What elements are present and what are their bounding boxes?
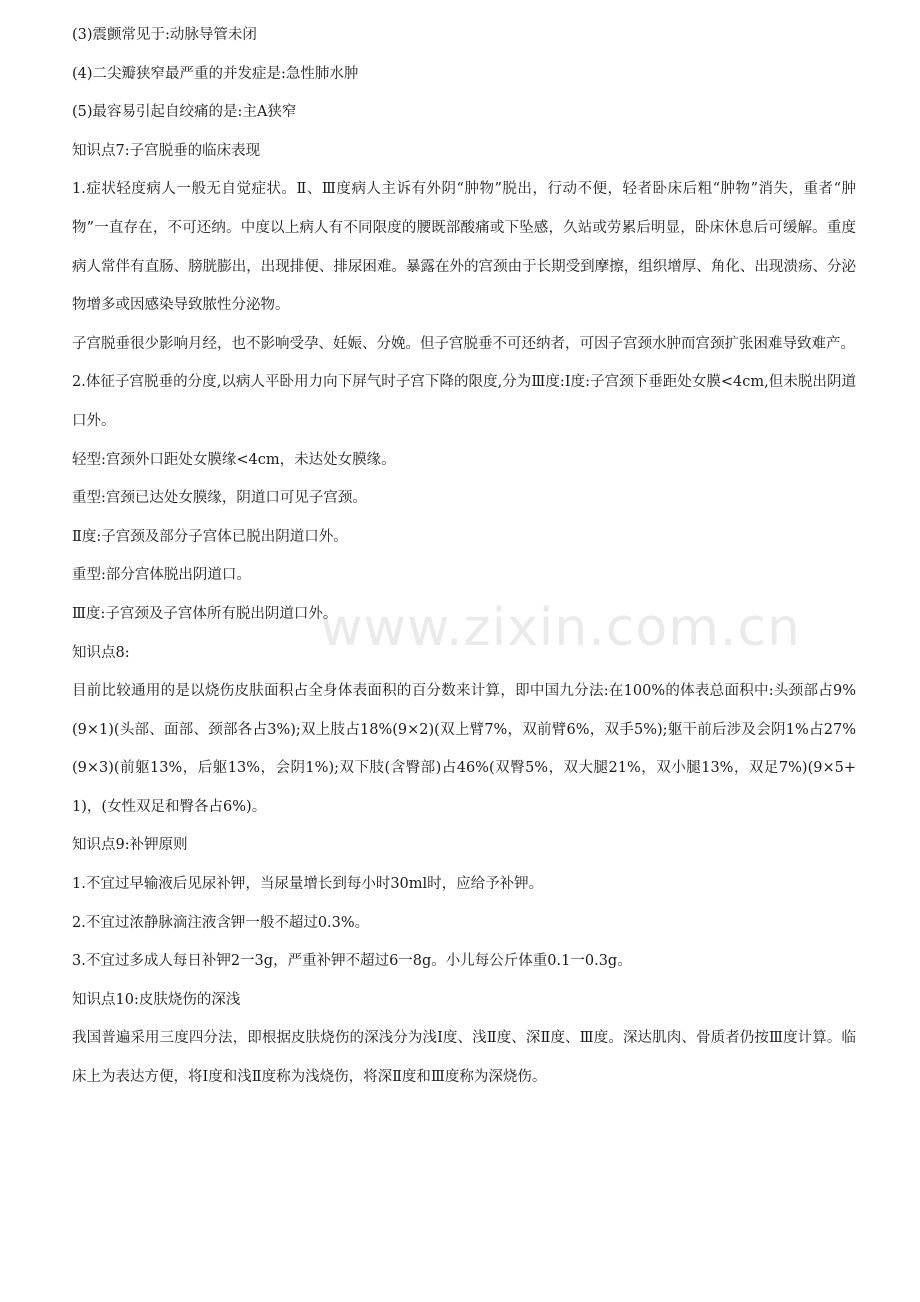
section-heading-10: 知识点10:皮肤烧伤的深浅 (72, 991, 241, 1008)
paragraph-tremor: (3)震颤常见于:动脉导管未闭 (72, 27, 257, 43)
paragraph-potassium-3: 3.不宜过多成人每日补钾2一3g，严重补钾不超过6一8g。小儿每公斤体重0.1一0.3g。 (72, 953, 632, 970)
watermark-text: www.zixin.com.cn (320, 598, 801, 658)
paragraph-nine-rule: 目前比较通用的是以烧伤皮肤面积占全身体表面积的百分数来计算，即中国九分法:在100%的体表总面积中:头颈部占9%(9×1)(头部、面部、颈部各占3%);双上肢占18%(9×2)(双上臂7%，双前臂6%，双手5%);躯干前后涉及会阴1%占27%(9×3)(前躯13%，后躯13%，会阴1%);双下肢(含臀部)占46%(双臀5%，双大腿21%，双小腿13%，双足7%)(9×5+1)，(女性双足和臀各占6%)。 (72, 683, 856, 815)
section-heading-8: 知识点8: (72, 644, 130, 661)
paragraph-symptoms: 1.症状轻度病人一般无自觉症状。Ⅱ、Ⅲ度病人主诉有外阴“肿物”脱出，行动不便，轻者卧床后粗“肿物”消失，重者“肿物”一直存在，不可还纳。中度以上病人有不同限度的腰既部酸痛或下坠感，久站或劳累后明显，卧床休息后可缓解。重度病人常伴有直肠、膀胱膨出，出现排便、排尿困难。暴露在外的宫颈由于长期受到摩擦，组织增厚、角化、出现溃疡、分泌物增多或因感染导致脓性分泌物。 (72, 181, 856, 314)
paragraph-degree-2: Ⅱ度:子宫颈及部分子宫体已脱出阴道口外。 (72, 528, 348, 545)
paragraph-degree-3: Ⅲ度:子宫颈及子宫体所有脱出阴道口外。 (72, 605, 338, 622)
paragraph-menstruation: 子宫脱垂很少影响月经，也不影响受孕、妊娠、分娩。但子宫脱垂不可还纳者，可因子宫颈水肿而宫颈扩张困难导致难产。 (72, 335, 855, 352)
paragraph-severe-type-2: 重型:部分宫体脱出阴道口。 (72, 567, 251, 584)
section-heading-9: 知识点9:补钾原则 (72, 837, 188, 854)
paragraph-mild-type: 轻型:宫颈外口距处女膜缘<4cm，未达处女膜缘。 (72, 451, 396, 468)
paragraph-potassium-2: 2.不宜过浓静脉滴注液含钾一般不超过0.3%。 (72, 914, 370, 931)
paragraph-burn-depth: 我国普遍采用三度四分法，即根据皮肤烧伤的深浅分为浅Ⅰ度、浅Ⅱ度、深Ⅱ度、Ⅲ度。深达肌肉、骨质者仍按Ⅲ度计算。临床上为表达方便，将Ⅰ度和浅Ⅱ度称为浅烧伤，将深Ⅱ度和Ⅲ度称为深烧伤。 (72, 1030, 856, 1086)
paragraph-severe-type-1: 重型:宫颈已达处女膜缘，阴道口可见子宫颈。 (72, 490, 367, 507)
paragraph-potassium-1: 1.不宜过早输液后见尿补钾，当尿量增长到每小时30ml时，应给予补钾。 (72, 876, 544, 893)
section-heading-7: 知识点7:子宫脱垂的临床表现 (72, 142, 261, 159)
paragraph-angina: (5)最容易引起自绞痛的是:主A狭窄 (72, 104, 297, 121)
paragraph-signs-grading: 2.体征子宫脱垂的分度,以病人平卧用力向下屏气时子宫下降的限度,分为Ⅲ度:Ⅰ度:子宫颈下垂距处女膜<4cm,但未脱出阴道口外。 (72, 374, 856, 429)
paragraph-mitral-stenosis: (4)二尖瓣狭窄最严重的并发症是:急性肺水肿 (72, 65, 359, 82)
document-page (72, 16, 856, 1097)
